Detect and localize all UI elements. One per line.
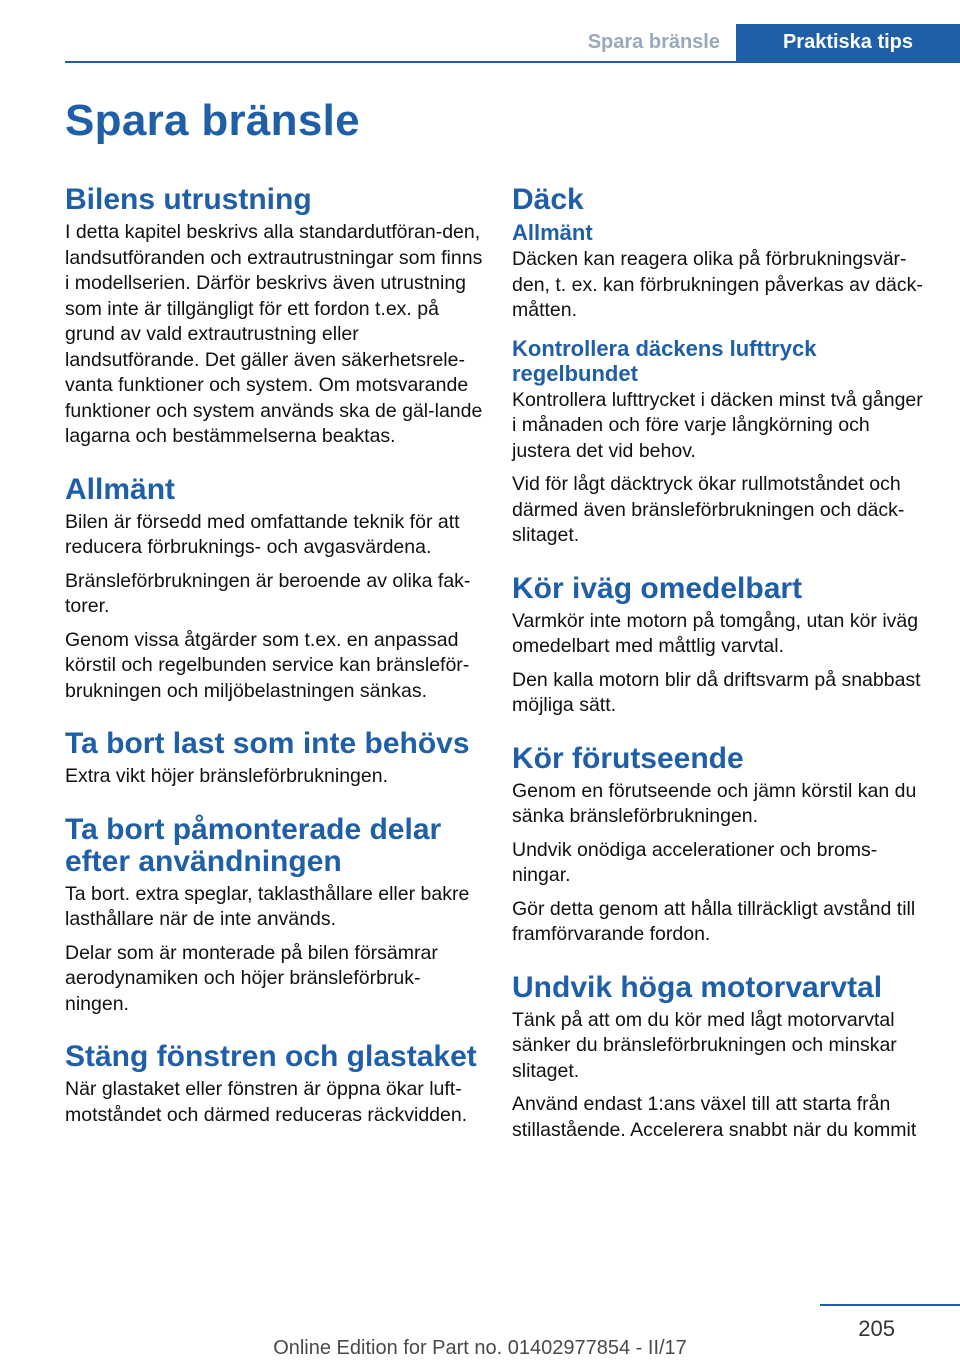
subsection-heading: Allmänt [512,220,593,245]
left-column [65,184,483,1152]
paragraph: Undvik onödiga accelerationer och broms-ningar. [512,838,878,886]
page-header [65,24,960,63]
section-heading: Bilens utrustning [65,183,312,216]
right-column [512,184,930,1167]
section-tab: Spara bränsle [587,31,720,53]
chapter-tab: Praktiska tips [736,24,960,61]
subsection-tire-pressure [512,336,930,549]
section-heading: Allmänt [65,472,176,506]
edition-footer: Online Edition for Part no. 01402977854 - II/17 [273,1337,687,1359]
paragraph: Vid för lågt däcktryck ökar rullmotståndet och därmed även bränsleförbrukningen och däck-slitaget. [512,473,905,546]
section-heading: Undvik höga motorvarvtal [512,970,883,1004]
section-anticipate [512,743,930,948]
section-general [65,474,483,705]
paragraph: Delar som är monterade på bilen försämrar aerodynamiken och höjer bränsleförbruk-ningen. [65,941,438,1015]
paragraph: I detta kapitel beskrivs alla standardutföran-den, landsutföranden och extrautrustningar som finns i modellserien. Därför beskrivs även utrustning som inte är tillgängligt för ett fordon t.ex. på grund av vald extrautrustning eller landsutförande. Det gäller även säkerhetsrele-vanta funktioner och system. Om motsvarande funktioner och system används ska de gäl-lande lagarna och bestämmelserna beaktas. [65,221,483,447]
paragraph: Bränsleförbrukningen är beroende av olika fak-torer. [65,569,471,617]
paragraph: Gör detta genom att hålla tillräckligt avstånd till framförvarande fordon. [512,897,916,945]
section-heading: Stäng fönstren och glastaket [65,1040,477,1073]
subsection-heading: Kontrollera däckens lufttryck regelbundet [512,335,817,386]
paragraph: Genom vissa åtgärder som t.ex. en anpassad körstil och regelbunden service kan bränsleför-brukningen och miljöbelastningen sänkas. [65,628,470,702]
section-remove-load [65,728,483,790]
paragraph: Extra vikt höjer bränsleförbrukningen. [65,765,388,787]
paragraph: Däcken kan reagera olika på förbrukningsvär-den, t. ex. kan förbrukningen påverkas av däck-måtten. [512,248,923,321]
paragraph: Kontrollera lufttrycket i däcken minst två gånger i månaden och före varje långkörning och justera det vid behov. [512,388,923,462]
subsection-general [512,220,930,324]
footer-rule [820,1304,960,1306]
section-remove-parts [65,814,483,1018]
section-heading: Ta bort påmonterade delar efter användningen [65,812,442,878]
section-drive-off [512,573,930,719]
section-heading: Kör iväg omedelbart [512,571,803,605]
paragraph: Den kalla motorn blir då driftsvarm på snabbast möjliga sätt. [512,668,921,716]
section-avoid-high-rpm [512,972,930,1144]
section-heading: Kör förutseende [512,741,744,775]
paragraph: Tänk på att om du kör med lågt motorvarvtal sänker du bränsleförbrukningen och minskar slitaget. [512,1008,897,1082]
section-close-windows [65,1041,483,1128]
paragraph: När glastaket eller fönstren är öppna ökar luft-motståndet och därmed reduceras räckvidden. [65,1078,468,1126]
paragraph: Genom en förutseende och jämn körstil kan du sänka bränsleförbrukningen. [512,779,917,827]
paragraph: Ta bort. extra speglar, taklasthållare eller bakre lasthållare när de inte används. [65,882,470,930]
paragraph: Använd endast 1:ans växel till att starta från stillastående. Accelerera snabbt när du kommit [512,1093,917,1141]
page-number: 205 [858,1316,895,1341]
paragraph: Bilen är försedd med omfattande teknik för att reducera förbruknings- och avgasvärdena. [65,510,460,558]
section-tires [512,184,930,549]
section-heading: Däck [512,183,584,216]
section-heading: Ta bort last som inte behövs [65,727,470,760]
section-equipment [65,184,483,450]
page-title: Spara bränsle [65,96,360,145]
paragraph: Varmkör inte motorn på tomgång, utan kör iväg omedelbart med måttlig varvtal. [512,609,919,657]
